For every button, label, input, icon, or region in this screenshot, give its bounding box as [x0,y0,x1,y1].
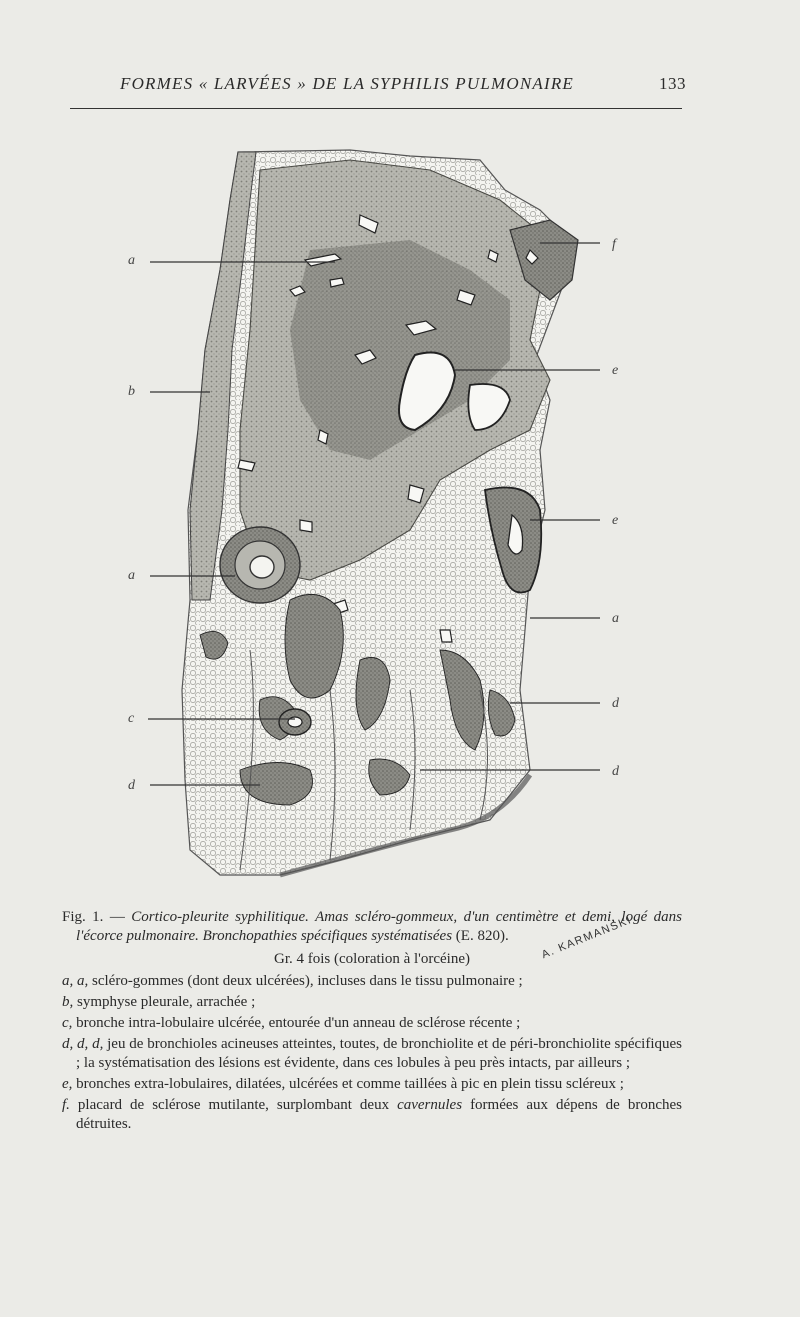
legend-item-b [62,993,682,1012]
label-c: c [128,711,135,726]
label-a-3: a [612,611,619,626]
figure-caption [62,908,682,1134]
label-b: b [128,384,135,399]
legend-text-tail: formées aux dépens de bronches détruites. [76,1097,682,1132]
legend-text: scléro-gommes (dont deux ulcérées), incluses dans le tissu pulmonaire ; [92,973,523,989]
magnification: Gr. 4 fois (coloration à l'orcéine) [274,951,470,967]
legend-item-c [62,1014,682,1033]
label-d-2: d [612,696,619,711]
legend-key: e, [62,1076,73,1092]
caption-title-text: Cortico-pleurite syphilitique. Amas scléro-gommeux, d'un centimètre et demi, logé dans l'écorce pulmonaire. Bronchopathies spécifiques systématisées [76,909,683,944]
legend-item-a [62,972,682,991]
label-d-3: d [612,764,619,779]
legend-text: placard de sclérose mutilante, surplombant deux [77,1097,390,1113]
legend-item-e [62,1075,682,1094]
label-a-2: a [128,568,135,583]
specimen-ref: (E. 820). [455,928,509,944]
legend-item-d [62,1035,682,1073]
legend-emphasis: cavernules [397,1097,463,1113]
page-number: 133 [659,74,686,93]
fig-number: Fig. 1. [62,909,104,925]
label-e-1: e [612,363,619,378]
label-d-1: d [128,778,135,793]
legend-key: a, a, [62,973,89,989]
legend-text: jeu de bronchioles acineuses atteintes, toutes, de bronchiolite et de péri-bronchiolite spécifiques ; la systématisation des lésions est évidente, dans ces lobules à peu près intacts, par ailleurs ; [76,1036,683,1071]
artist-signature: A. KARMANSKI [540,913,634,962]
legend-key: f. [62,1097,70,1113]
legend-text: symphyse pleurale, arrachée ; [77,994,256,1010]
caption-dash: — [109,909,125,925]
lung-section-drawing [110,130,650,900]
label-e-2: e [612,513,619,528]
legend-key: d, d, d, [62,1036,104,1052]
header-rule [70,108,682,109]
running-title: FORMES « LARVÉES » DE LA SYPHILIS PULMONAIRE [120,74,575,93]
legend-key: b, [62,994,74,1010]
legend-key: c, [62,1015,73,1031]
caption-title [62,908,682,946]
legend-item-f [62,1096,682,1134]
legend-text: bronche intra-lobulaire ulcérée, entourée d'un anneau de sclérose récente ; [76,1015,521,1031]
legend-text: bronches extra-lobulaires, dilatées, ulcérées et comme taillées à pic en plein tissu scléreux ; [76,1076,624,1092]
label-f: f [612,237,616,252]
label-a-1: a [128,253,135,268]
